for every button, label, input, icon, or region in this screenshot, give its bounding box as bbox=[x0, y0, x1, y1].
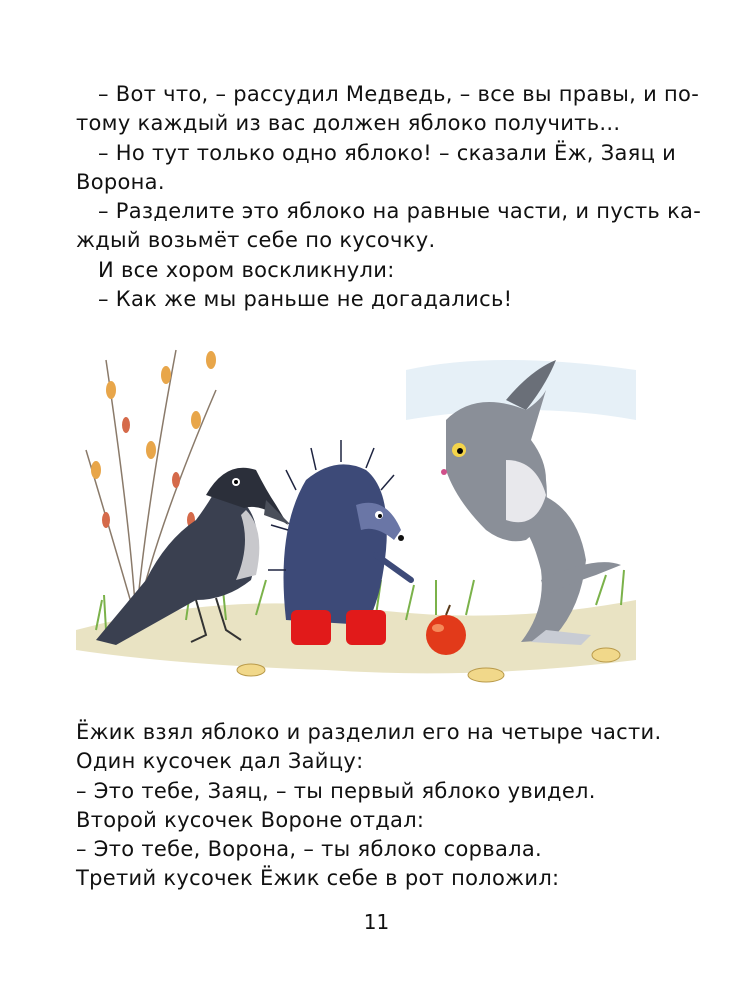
text-line: Второй кусочек Вороне отдал: bbox=[76, 807, 425, 832]
text-line: ждый возьмёт себе по кусочку. bbox=[76, 228, 436, 253]
page-number: 11 bbox=[363, 910, 390, 934]
text-line: Ворона. bbox=[76, 169, 165, 194]
text-line: – Это тебе, Ворона, – ты яблоко сорвала. bbox=[76, 837, 543, 862]
text-line: – Это тебе, Заяц, – ты первый яблоко увидел. bbox=[76, 778, 596, 803]
illustration-crow-hedgehog-hare bbox=[76, 330, 636, 690]
text-line: тому каждый из вас должен яблоко получить... bbox=[76, 111, 621, 136]
text-line: И все хором воскликнули: bbox=[98, 257, 395, 282]
text-line: Один кусочек дал Зайцу: bbox=[76, 749, 364, 774]
red-boot-left bbox=[291, 610, 331, 645]
red-boot-right bbox=[346, 610, 386, 645]
illustration-svg bbox=[76, 330, 636, 690]
text-line: – Но тут только одно яблоко! – сказали Ёж, Заяц и bbox=[98, 140, 677, 165]
text-line: – Как же мы раньше не догадались! bbox=[98, 287, 513, 312]
top-text-block bbox=[76, 80, 702, 314]
text-line: – Разделите это яблоко на равные части, и пусть ка- bbox=[98, 199, 702, 224]
bottom-text-block bbox=[76, 718, 676, 894]
text-line: Третий кусочек Ёжик себе в рот положил: bbox=[76, 866, 560, 891]
text-line: Ёжик взял яблоко и разделил его на четыре части. bbox=[76, 720, 662, 744]
text-line: – Вот что, – рассудил Медведь, – все вы правы, и по- bbox=[98, 82, 700, 106]
apple bbox=[426, 605, 466, 655]
